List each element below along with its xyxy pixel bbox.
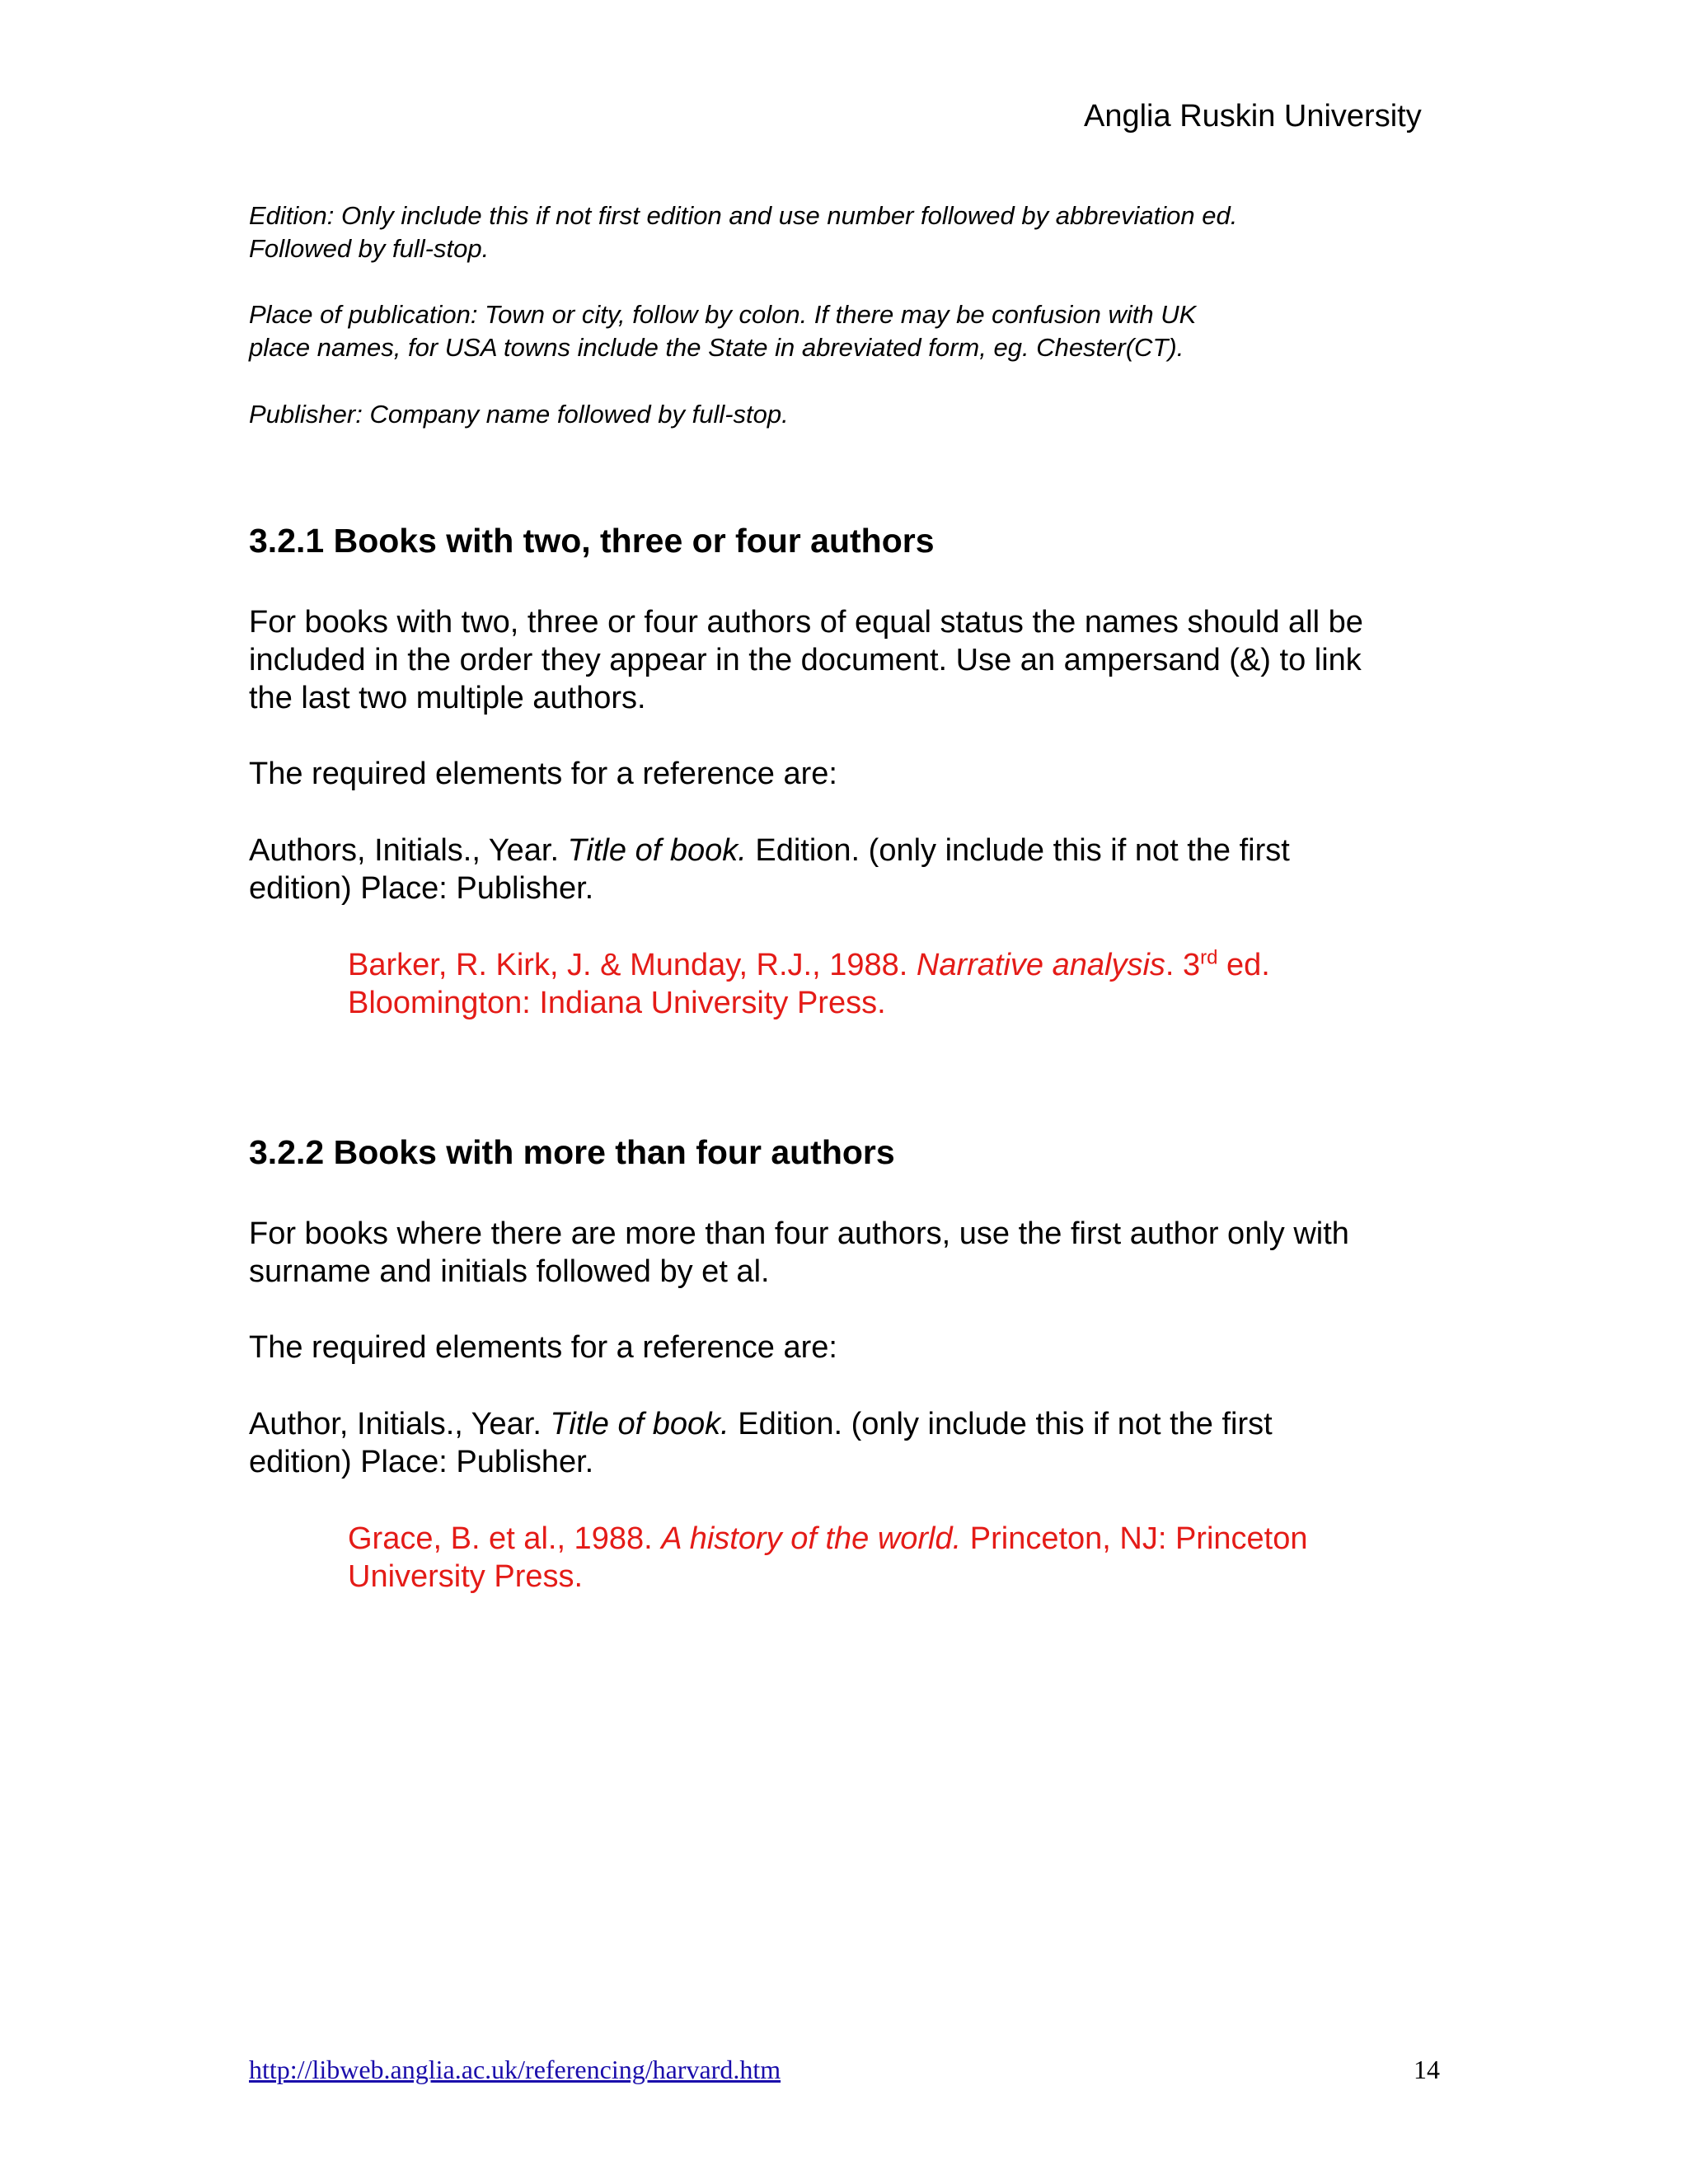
example-title: Narrative analysis (916, 948, 1165, 982)
place-note-line-2: place names, for USA towns include the State in abreviated form, eg. Chester(CT). (249, 333, 1184, 362)
section-321-reference-format (249, 832, 1452, 907)
edition-note-line-1: Edition: Only include this if not first edition and use number followed by abbreviation ed. (249, 201, 1238, 230)
section-322-required-elements: The required elements for a reference are: (249, 1330, 837, 1365)
format-place-publisher: edition) Place: Publisher. (249, 871, 594, 906)
example-authors: Grace, B. et al., 1988. (348, 1521, 662, 1556)
example-place-publisher: Princeton, NJ: Princeton (961, 1521, 1308, 1556)
example-edition-suffix: rd (1200, 946, 1218, 969)
section-322-reference-format (249, 1405, 1452, 1481)
section-321-example-reference (348, 946, 1452, 1022)
example-publisher-continued: University Press. (348, 1559, 584, 1594)
format-authors: Authors, Initials., Year. (249, 833, 568, 868)
format-edition: Edition. (only include this if not the first (746, 833, 1290, 868)
section-322-heading: 3.2.2 Books with more than four authors (249, 1133, 895, 1171)
example-place-publisher: Bloomington: Indiana University Press. (348, 986, 886, 1020)
section-322-intro-line-1: For books where there are more than four authors, use the first author only with (249, 1216, 1349, 1251)
section-321-heading: 3.2.1 Books with two, three or four authors (249, 522, 935, 560)
footer-url-link[interactable]: http://libweb.anglia.ac.uk/referencing/harvard.htm (249, 2055, 781, 2084)
section-321-intro-line-2: included in the order they appear in the document. Use an ampersand (&) to link (249, 643, 1362, 677)
page-header-institution: Anglia Ruskin University (1084, 99, 1422, 134)
section-322-intro-line-2: surname and initials followed by et al. (249, 1254, 770, 1289)
format-authors: Author, Initials., Year. (249, 1407, 551, 1441)
edition-note-line-2: Followed by full-stop. (249, 234, 490, 263)
edition-note (249, 199, 1444, 265)
section-321-intro (249, 603, 1452, 717)
format-title: Title of book. (567, 833, 747, 868)
section-321-intro-line-1: For books with two, three or four authors of equal status the names should all be (249, 605, 1363, 640)
section-321-required-elements: The required elements for a reference are: (249, 757, 837, 791)
example-title: A history of the world. (661, 1521, 962, 1556)
format-title: Title of book. (550, 1407, 729, 1441)
place-note (249, 298, 1444, 364)
example-edition: ed. (1217, 948, 1270, 982)
page-number: 14 (1414, 2055, 1440, 2084)
format-place-publisher: edition) Place: Publisher. (249, 1445, 594, 1479)
example-authors: Barker, R. Kirk, J. & Munday, R.J., 1988. (348, 948, 917, 982)
example-edition-number: . 3 (1165, 948, 1201, 982)
section-322-example-reference (348, 1520, 1452, 1596)
place-note-line-1: Place of publication: Town or city, follow by colon. If there may be confusion with UK (249, 300, 1197, 329)
publisher-note: Publisher: Company name followed by full-stop. (249, 400, 789, 429)
section-322-intro (249, 1215, 1452, 1291)
section-321-intro-line-3: the last two multiple authors. (249, 681, 646, 715)
format-edition: Edition. (only include this if not the first (729, 1407, 1273, 1441)
